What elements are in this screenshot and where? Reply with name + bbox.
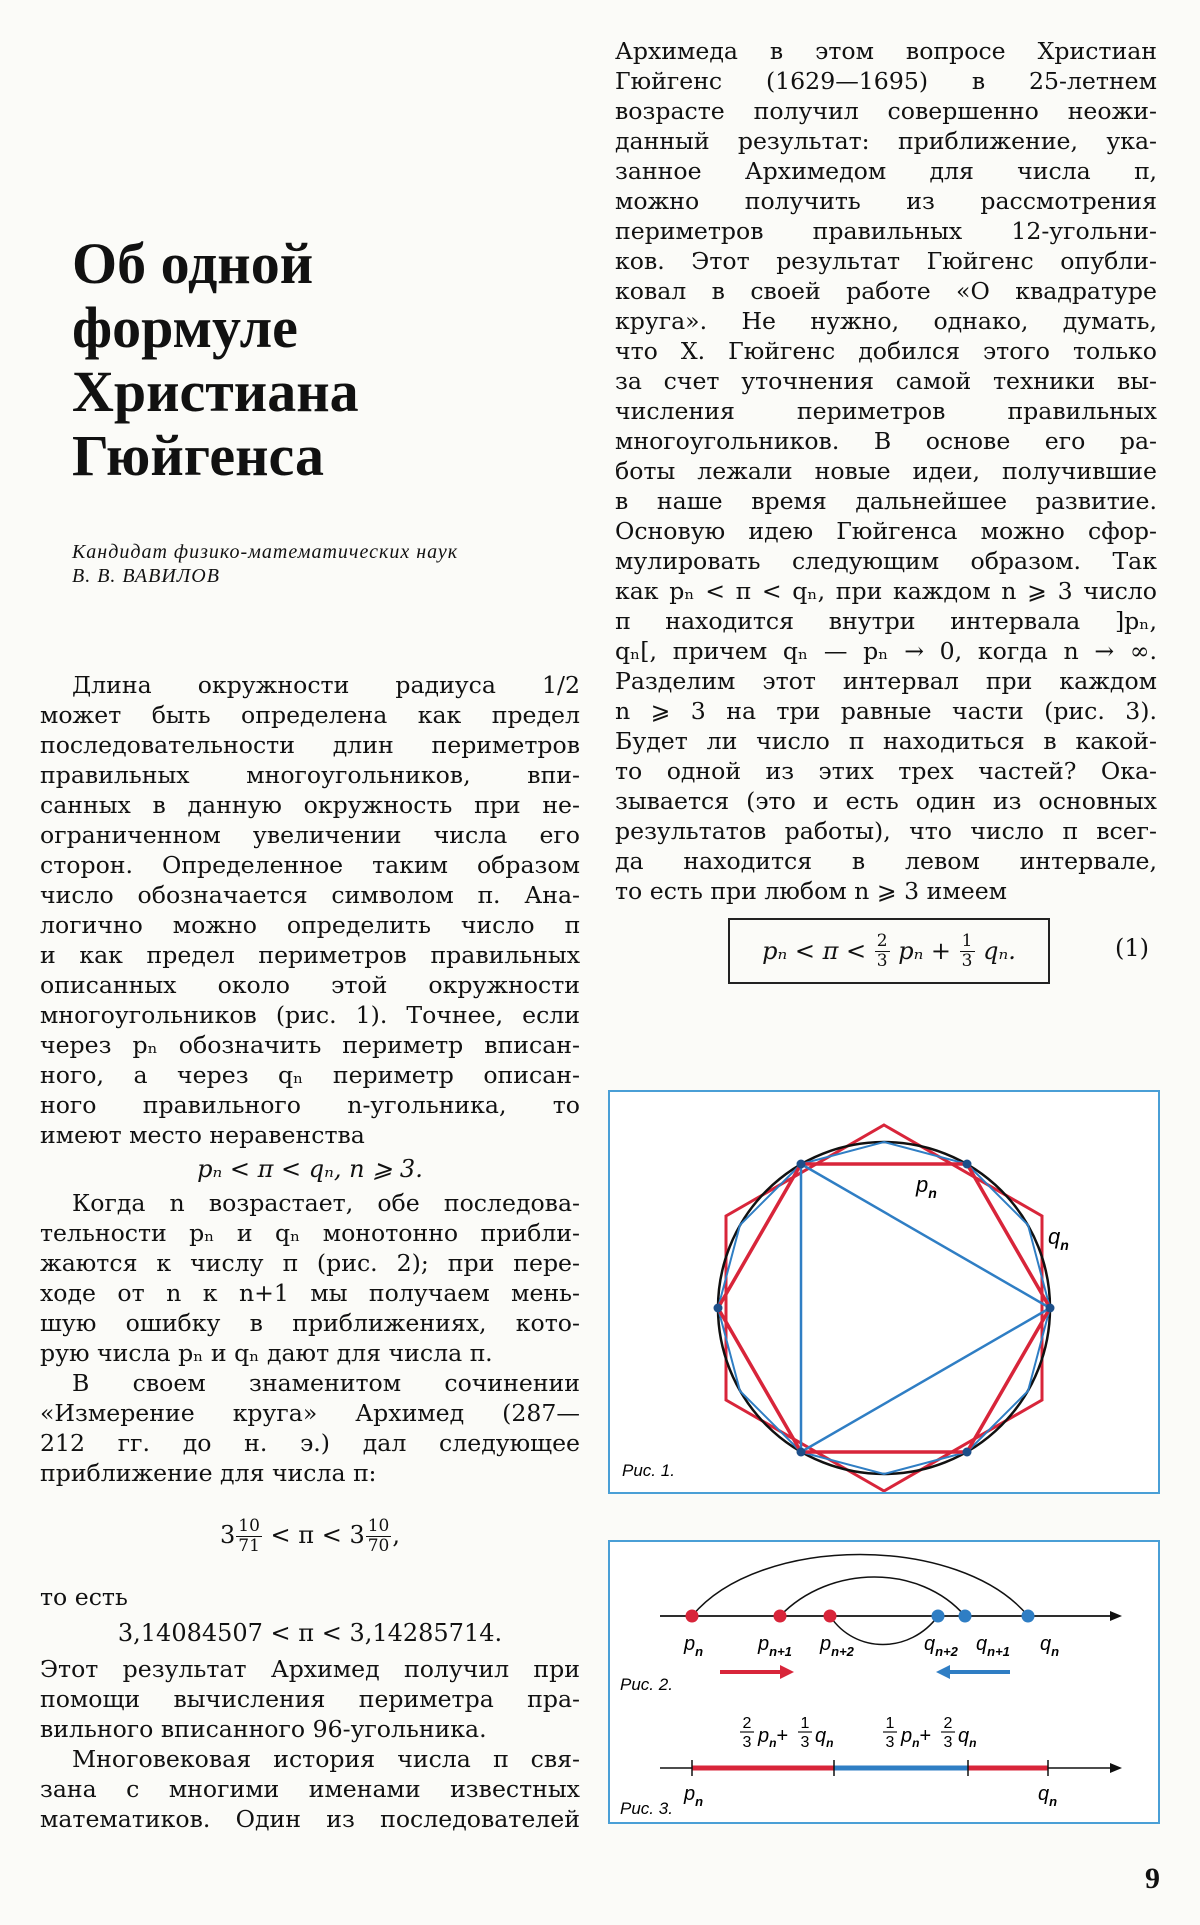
vertex-dot bbox=[1046, 1304, 1055, 1313]
svg-text:1: 1 bbox=[885, 1715, 895, 1732]
text-line: за счет уточнения самой техники вы- bbox=[615, 367, 1157, 395]
paragraph-monotone bbox=[40, 1188, 580, 1368]
title-line: Об одной bbox=[72, 231, 314, 296]
paragraph-circle-length bbox=[40, 670, 580, 1150]
text-line: тельности pₙ и qₙ монотонно прибли- bbox=[40, 1219, 580, 1247]
text-line: то есть при любом n ⩾ 3 имеем bbox=[615, 877, 1008, 905]
label-q-n1: $q_{n+1}$ bbox=[976, 1633, 1010, 1659]
title-line: Христиана bbox=[72, 359, 359, 424]
text-line: Разделим этот интервал при каждом bbox=[615, 667, 1157, 695]
text-line: мулировать следующим образом. Так bbox=[615, 547, 1157, 575]
arc-p-n2-q-n2 bbox=[830, 1616, 938, 1645]
blue-arrow-head bbox=[936, 1665, 950, 1679]
svg-text:qn: $q_n$ bbox=[815, 1725, 834, 1750]
formula-1-box: pₙ < π < $\frac{2}{3}$ pₙ + $\frac{1}{3}$ qₙ. bbox=[728, 918, 1050, 984]
text-line: число обозначается символом π. Ана- bbox=[40, 881, 580, 909]
text-line: рую числа pₙ и qₙ дают для числа π. bbox=[40, 1339, 493, 1367]
vertex-dot bbox=[797, 1448, 806, 1457]
text-line: боты лежали новые идеи, получившие bbox=[615, 457, 1157, 485]
vertex-dot bbox=[963, 1448, 972, 1457]
figure-1-caption: Рис. 1. bbox=[622, 1461, 675, 1480]
figure-1 bbox=[608, 1090, 1160, 1494]
author-byline bbox=[72, 540, 552, 588]
text-line: возрасте получил совершенно неожи- bbox=[615, 97, 1157, 125]
label-p-n1: $p_{n+1}$ bbox=[758, 1633, 792, 1659]
text-line: ходе от n к n+1 мы получаем мень- bbox=[40, 1279, 580, 1307]
text-line: да находится в левом интервале, bbox=[615, 847, 1157, 875]
text-line: через pₙ обозначить периметр вписан- bbox=[40, 1031, 580, 1059]
paragraph-history bbox=[40, 1744, 580, 1834]
circumscribed-hexagon bbox=[726, 1125, 1042, 1491]
title-line: Гюйгенса bbox=[72, 423, 324, 488]
svg-text:3: 3 bbox=[885, 1734, 895, 1751]
point-p-n bbox=[686, 1610, 699, 1623]
author-degree: Кандидат физико-математических наук bbox=[72, 541, 459, 563]
left-column bbox=[40, 670, 580, 1834]
svg-text:3: 3 bbox=[800, 1734, 810, 1751]
division-label-1 bbox=[740, 1715, 833, 1751]
text-line: что Х. Гюйгенс добился этого только bbox=[615, 337, 1157, 365]
text-line: приближение для числа π: bbox=[40, 1459, 377, 1487]
text-line: сторон. Определенное таким образом bbox=[40, 851, 580, 879]
text-line: 212 гг. до н. э.) дал следующее bbox=[40, 1429, 580, 1457]
text-line: ограниченном увеличении числа его bbox=[40, 821, 580, 849]
text-line: Многовековая история числа π свя- bbox=[72, 1745, 580, 1773]
svg-text:1: 1 bbox=[800, 1715, 810, 1732]
point-p-n2 bbox=[824, 1610, 837, 1623]
text-line: как pₙ < π < qₙ, при каждом n ⩾ 3 число bbox=[615, 577, 1157, 605]
vertex-dot bbox=[714, 1304, 723, 1313]
article-title bbox=[72, 232, 432, 488]
paragraph-96-gon bbox=[40, 1654, 580, 1744]
formula-1-row bbox=[615, 918, 1157, 988]
svg-text:3: 3 bbox=[742, 1734, 752, 1751]
text-line: санных в данную окружность при не- bbox=[40, 791, 580, 819]
svg-text:3: 3 bbox=[943, 1734, 953, 1751]
text-line: многоугольников. В основе его ра- bbox=[615, 427, 1157, 455]
text-line: Основую идею Гюйгенса можно сфор- bbox=[615, 517, 1157, 545]
formula-number: (1) bbox=[1115, 934, 1149, 962]
svg-text:qn: $q_n$ bbox=[958, 1725, 977, 1750]
text-line: Гюйгенс (1629—1695) в 25-летнем bbox=[615, 67, 1157, 95]
text-line: последовательности длин периметров bbox=[40, 731, 580, 759]
label-q-n: $q_n$ bbox=[1048, 1224, 1069, 1253]
text-line: π находится внутри интервала ]pₙ, bbox=[615, 607, 1157, 635]
label-p-n: $p_n$ bbox=[916, 1172, 937, 1201]
text-line: зана с многими именами известных bbox=[40, 1775, 580, 1803]
point-q-n2 bbox=[932, 1610, 945, 1623]
point-q-n1 bbox=[959, 1610, 972, 1623]
text-line: числения периметров правильных bbox=[615, 397, 1157, 425]
arc-p-n-q-n bbox=[692, 1555, 1028, 1617]
point-q-n bbox=[1022, 1610, 1035, 1623]
text-line: периметров правильных 12-угольни- bbox=[615, 217, 1157, 245]
text-line: ного, а через qₙ периметр описан- bbox=[40, 1061, 580, 1089]
figure-1-drawing bbox=[610, 1092, 1158, 1492]
text-line: Длина окружности радиуса 1/2 bbox=[72, 671, 580, 699]
text-line: ного правильного n-угольника, то bbox=[40, 1091, 580, 1119]
text-line: Архимеда в этом вопросе Христиан bbox=[615, 37, 1157, 65]
text-line: qₙ[, причем qₙ — pₙ → 0, когда n → ∞. bbox=[615, 637, 1157, 665]
author-name: В. В. ВАВИЛОВ bbox=[72, 565, 220, 587]
text-line: зывается (это и есть один из основных bbox=[615, 787, 1157, 815]
axis-arrow bbox=[1110, 1611, 1122, 1621]
text-line: можно получить из рассмотрения bbox=[615, 187, 1157, 215]
text-line: описанных около этой окружности bbox=[40, 971, 580, 999]
text-line: занное Архимедом для числа π, bbox=[615, 157, 1157, 185]
text-line: «Измерение круга» Архимед (287— bbox=[40, 1399, 580, 1427]
svg-text:2: 2 bbox=[742, 1715, 752, 1732]
label-p-n-3: $p_n$ bbox=[684, 1783, 704, 1809]
svg-text:pn+: $p_n+$ bbox=[901, 1725, 932, 1750]
paragraph-archimedes bbox=[40, 1368, 580, 1488]
vertex-dot bbox=[963, 1160, 972, 1169]
text-line: данный результат: приближение, ука- bbox=[615, 127, 1157, 155]
inscribed-hexagon bbox=[718, 1164, 1050, 1452]
text-line: многоугольников (рис. 1). Точнее, если bbox=[40, 1001, 580, 1029]
axis-arrow-3 bbox=[1110, 1763, 1122, 1773]
figure-3-caption: Рис. 3. bbox=[620, 1799, 673, 1818]
text-line: n ⩾ 3 на три равные части (рис. 3). bbox=[615, 697, 1157, 725]
text-line: результатов работы), что число π всег- bbox=[615, 817, 1157, 845]
formula-inequality: pₙ < π < qₙ, n ⩾ 3. bbox=[197, 1155, 423, 1183]
label-q-n-3: $q_n$ bbox=[1038, 1783, 1058, 1809]
inscribed-triangle bbox=[801, 1164, 1050, 1452]
text-line: В своем знаменитом сочинении bbox=[72, 1369, 580, 1397]
text-line: Будет ли число π находиться в какой- bbox=[615, 727, 1157, 755]
label-q-n2: $q_{n+2}$ bbox=[924, 1633, 958, 1659]
svg-text:pn+: $p_n+$ bbox=[758, 1725, 789, 1750]
figure-2 bbox=[608, 1540, 1160, 1824]
text-line: и как предел периметров правильных bbox=[40, 941, 580, 969]
text-line: шую ошибку в приближениях, кото- bbox=[40, 1309, 580, 1337]
text-line: ков. Этот результат Гюйгенс опубли- bbox=[615, 247, 1157, 275]
point-p-n1 bbox=[774, 1610, 787, 1623]
text-line: в наше время дальнейшее развитие. bbox=[615, 487, 1157, 515]
svg-text:2: 2 bbox=[943, 1715, 953, 1732]
label-q-n: $q_n$ bbox=[1040, 1633, 1060, 1659]
text-line: ковал в своей работе «О квадратуре bbox=[615, 277, 1157, 305]
text-line: правильных многоугольников, впи- bbox=[40, 761, 580, 789]
text-line: Этот результат Архимед получил при bbox=[40, 1655, 580, 1683]
formula-decimal: 3,14084507 < π < 3,14285714. bbox=[117, 1619, 503, 1647]
vertex-dot bbox=[797, 1160, 806, 1169]
text-line: круга». Не нужно, однако, думать, bbox=[615, 307, 1157, 335]
red-arrow-head bbox=[780, 1665, 794, 1679]
right-column bbox=[615, 36, 1157, 988]
text-line: жаются к числу π (рис. 2); при пере- bbox=[40, 1249, 580, 1277]
paragraph-huygens bbox=[615, 36, 1157, 906]
text-line: может быть определена как предел bbox=[40, 701, 580, 729]
formula-archimedes: 3 $\frac{10}{71}$ < π < 3 $\frac{10}{70}$ , bbox=[220, 1516, 400, 1556]
text-line: логично можно определить число π bbox=[40, 911, 580, 939]
figure-2-caption: Рис. 2. bbox=[620, 1675, 673, 1694]
figure-2-3-drawing bbox=[610, 1542, 1158, 1822]
text-line: то есть bbox=[40, 1583, 128, 1611]
division-label-2 bbox=[883, 1715, 976, 1751]
title-line: формуле bbox=[72, 295, 298, 360]
text-line: помощи вычисления периметра пра- bbox=[40, 1685, 580, 1713]
label-p-n2: $p_{n+2}$ bbox=[820, 1633, 854, 1659]
label-p-n: $p_n$ bbox=[684, 1633, 704, 1659]
text-line: имеют место неравенства bbox=[40, 1121, 365, 1149]
text-line: математиков. Один из последователей bbox=[40, 1805, 580, 1833]
text-line: вильного вписанного 96-угольника. bbox=[40, 1715, 487, 1743]
text-line: Когда n возрастает, обе последова- bbox=[72, 1189, 580, 1217]
page-number: 9 bbox=[1145, 1862, 1160, 1895]
text-line: то одной из этих трех частей? Ока- bbox=[615, 757, 1157, 785]
